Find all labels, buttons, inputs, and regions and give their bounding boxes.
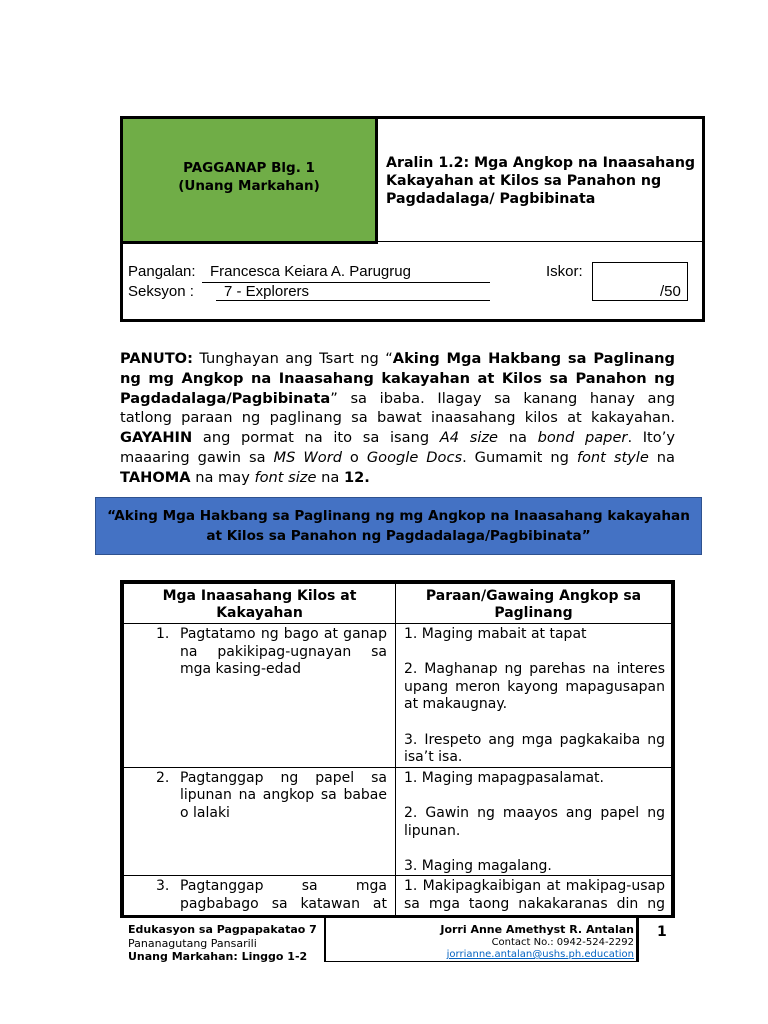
lesson-title: Aralin 1.2: Mga Angkop na Inaasahang Kakayahan at Kilos sa Panahon ng Pagdadalaga/ Pagbibinata <box>386 155 696 207</box>
table-header-cell: Mga Inaasahang Kilos at Kakayahan <box>124 584 396 624</box>
step-text: 2. Maghanap ng parehas na interes upang meron kayong mapagusapan at makaugnay. <box>404 661 665 713</box>
step-text: 2. Gawin ng maayos ang papel ng lipunan. <box>404 804 665 839</box>
instructions-text: na <box>316 468 344 486</box>
table-cell-steps <box>396 624 672 768</box>
instructions-text: ang pormat na ito sa isang <box>192 429 440 447</box>
instructions-text: . Gumamit ng <box>462 448 577 466</box>
instructions-text: na <box>498 429 538 447</box>
table-row <box>124 876 672 918</box>
step-text: 1. Maging mapagpasalamat. <box>404 769 604 786</box>
instructions-italic: bond paper <box>537 429 628 447</box>
footer-contact: Contact No.: 0942-524-2292 <box>491 937 634 948</box>
instructions-italic: A4 size <box>439 429 499 447</box>
item-text: Pagtatamo ng bago at ganap na pakikipag-ugnayan sa mga kasing-edad <box>180 626 387 678</box>
instructions-italic: Google Docs <box>366 448 463 466</box>
page-number: 1 <box>657 924 667 940</box>
name-value: Francesca Keiara A. Parugrug <box>210 263 411 280</box>
footer-right-border <box>636 918 639 962</box>
table-cell-steps <box>396 767 672 876</box>
footer-divider <box>324 918 326 962</box>
instructions-emphasis: GAYAHIN <box>120 429 193 447</box>
instructions-text: ” sa ibaba. Ilagay sa kanang hanay ang tatlong paraan ng paglinang sa bawat inaasahang kilos at kakayahan. <box>120 389 675 427</box>
table-row <box>124 624 672 768</box>
instructions-paragraph <box>120 349 675 488</box>
table-cell-steps <box>396 876 672 918</box>
footer-bottom-border <box>324 961 639 962</box>
instructions-text: na may <box>190 468 255 486</box>
step-text: 3. Irespeto ang mga pagkakaiba ng isa’t isa. <box>404 731 665 766</box>
item-text: Pagtanggap ng papel sa lipunan na angkop sa babae o lalaki <box>180 769 387 821</box>
item-text: Pagtanggap sa mga pagbabago sa katawan at <box>180 878 387 912</box>
table-cell-task <box>124 624 396 768</box>
instructions-italic: font style <box>576 448 649 466</box>
item-number: 1. <box>156 626 170 642</box>
footer-author: Jorri Anne Amethyst R. Antalan <box>440 923 634 936</box>
activity-title: PAGGANAP Blg. 1 <box>183 160 315 176</box>
header-divider <box>378 241 703 242</box>
instructions-chart-name: Aking Mga Hakbang sa Paglinang ng mg Angkop na Inaasahang kakayahan at Kilos sa Panahon ng Pagdadalaga/Pagbibinata <box>120 350 675 407</box>
chart-table <box>120 580 675 918</box>
step-text: 1. Makipagkaibigan at makipag-usap sa mga taong nakakaranas din ng <box>404 878 665 912</box>
instructions-emphasis: 12. <box>343 468 370 486</box>
table-header-row <box>124 584 672 624</box>
table-row <box>124 767 672 876</box>
activity-cell <box>120 116 378 244</box>
table-cell-task <box>124 767 396 876</box>
instructions-text: o <box>341 448 367 466</box>
step-text: 1. Maging mabait at tapat <box>404 626 587 642</box>
activity-subtitle: (Unang Markahan) <box>178 178 320 194</box>
score-label: Iskor: <box>546 263 583 280</box>
table-cell-task <box>124 876 396 918</box>
chart-title-banner <box>95 497 702 555</box>
section-label: Seksyon : <box>128 283 194 300</box>
score-total: /50 <box>660 283 681 300</box>
name-label: Pangalan: <box>128 263 196 280</box>
footer-quarter: Unang Markahan: Linggo 1-2 <box>128 950 308 963</box>
instructions-italic: MS Word <box>273 448 342 466</box>
step-text: 3. Maging magalang. <box>404 857 552 874</box>
banner-text: “Aking Mga Hakbang sa Paglinang ng mg Angkop na Inaasahang kakayahan at Kilos sa Panahon ng Pagdadalaga/Pagbibinata” <box>107 508 690 544</box>
section-underline <box>216 300 490 301</box>
item-number: 2. <box>156 769 170 786</box>
item-number: 3. <box>156 878 170 895</box>
section-value: 7 - Explorers <box>224 283 310 300</box>
instructions-text: . Ito’y maaaring gawin sa <box>120 429 675 466</box>
instructions-text: na <box>648 448 676 466</box>
instructions-italic: font size <box>254 468 317 486</box>
footer-subject: Edukasyon sa Pagpapakatao 7 <box>128 923 317 936</box>
instructions-label: PANUTO: <box>120 350 193 367</box>
footer-subtitle: Pananagutang Pansarili <box>128 937 257 950</box>
table-header-cell: Paraan/Gawaing Angkop sa Paglinang <box>396 584 672 624</box>
instructions-text: Tunghayan ang Tsart ng “ <box>192 350 393 367</box>
instructions-emphasis: TAHOMA <box>120 468 191 486</box>
footer-email-link[interactable]: jorrianne.antalan@ushs.ph.education <box>446 949 634 960</box>
steps-table <box>123 583 672 918</box>
